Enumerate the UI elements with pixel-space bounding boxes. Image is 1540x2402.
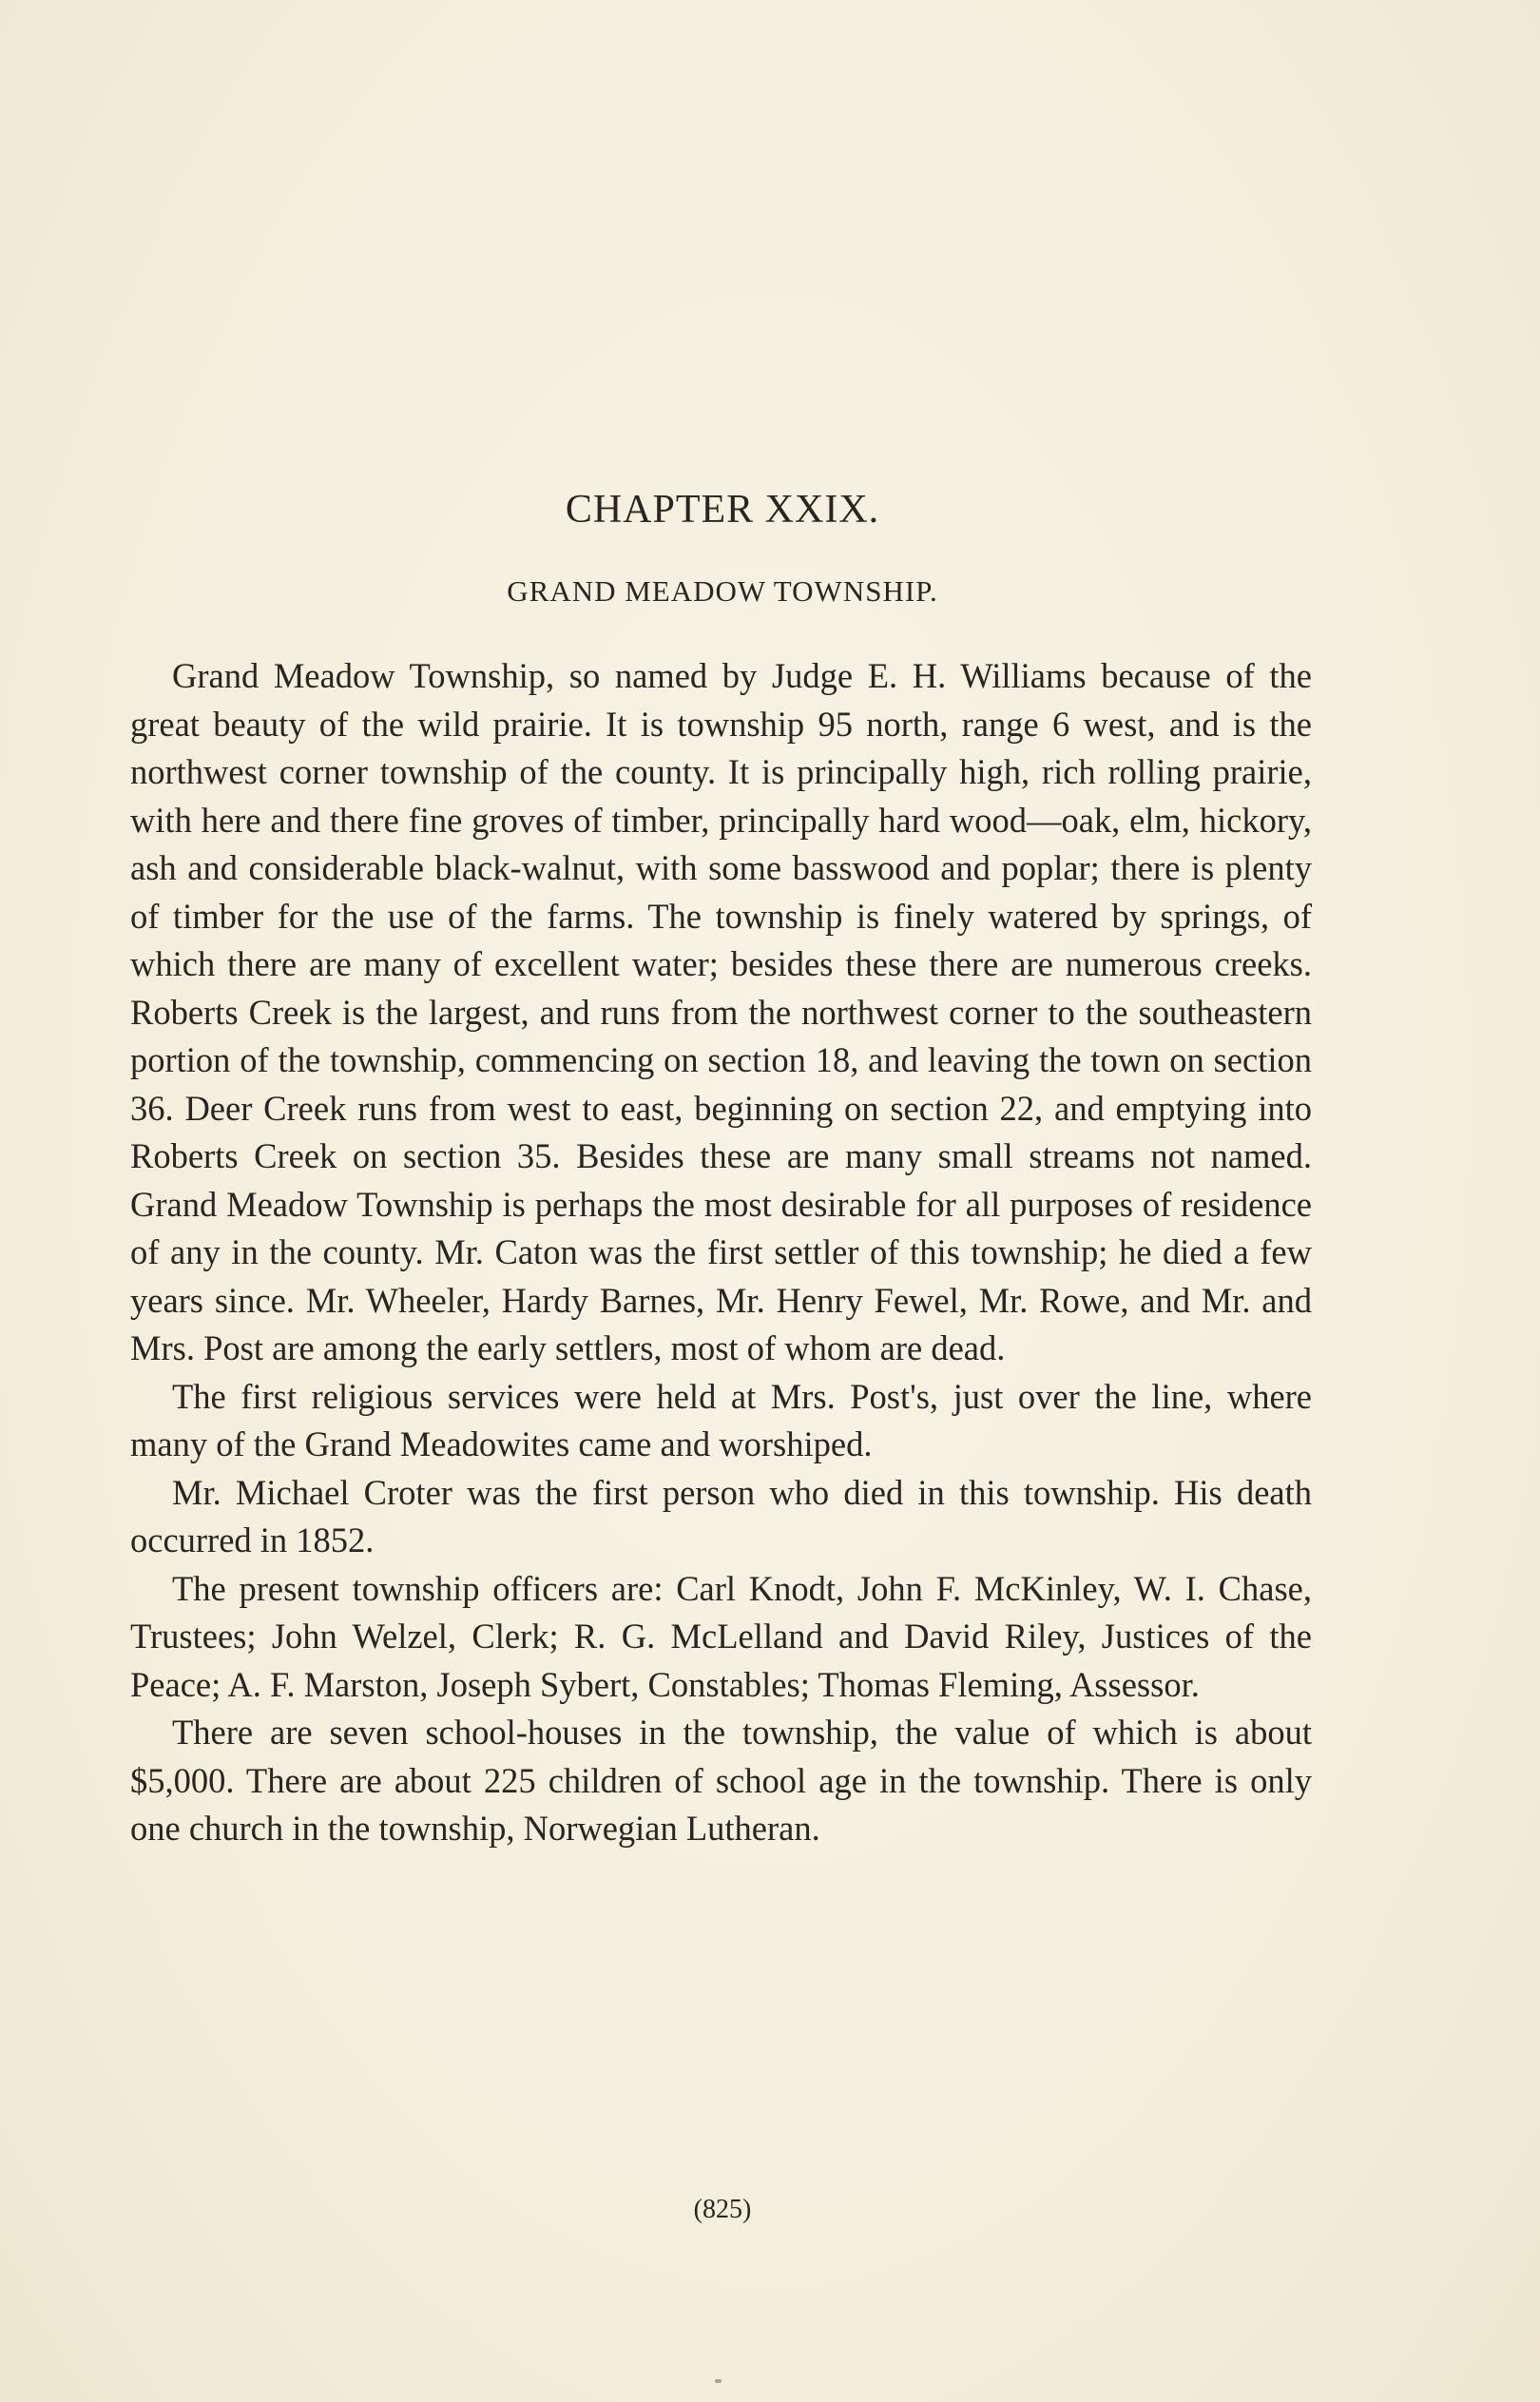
ink-speck <box>715 2379 722 2383</box>
paragraph: The first religious services were held at Mrs. Post's, just over the line, where many of the Grand Meadowites came and worshiped. <box>130 1376 1312 1463</box>
paragraph: There are seven school-houses in the township, the value of which is about $5,000. There are about 225 children of school age in the township. There is only one church in the township, Norwegian Lutheran. <box>130 1713 1312 1848</box>
body-text <box>130 652 1312 1853</box>
paragraph: The present township officers are: Carl Knodt, John F. McKinley, W. I. Chase, Trustees; John Welzel, Clerk; R. G. McLelland and David Riley, Justices of the Peace; A. F. Marston, Joseph Sybert, Constables; Thomas Fleming, Assessor. <box>130 1568 1312 1704</box>
section-title: GRAND MEADOW TOWNSHIP. <box>507 574 938 608</box>
page-number: (825) <box>693 2195 752 2224</box>
chapter-title: CHAPTER XXIX. <box>565 488 880 532</box>
paragraph: Mr. Michael Croter was the first person who died in this township. His death occurred in 1852. <box>130 1472 1312 1559</box>
paragraph: Grand Meadow Township, so named by Judge E. H. Williams because of the great beauty of the wild prairie. It is township 95 north, range 6 west, and is the northwest corner township of the county. It is principally high, rich rolling prairie, with here and there fine groves of timber, principally hard wood—oak, elm, hickory, ash and considerable black-walnut, with some basswood and poplar; there is plenty of timber for the use of the farms. The township is finely watered by springs, of which there are many of excellent water; besides these there are numerous creeks. Roberts Creek is the largest, and runs from the northwest corner to the southeastern portion of the township, commencing on section 18, and leaving the town on section 36. Deer Creek runs from west to east, beginning on section 22, and emptying into Roberts Creek on section 35. Besides these are many small streams not named. Grand Meadow Township is perhaps the most desirable for all purposes of residence of any in the county. Mr. Caton was the first settler of this township; he died a few years since. Mr. Wheeler, Hardy Barnes, Mr. Henry Fewel, Mr. Rowe, and Mr. and Mrs. Post are among the early settlers, most of whom are dead. <box>130 656 1312 1367</box>
